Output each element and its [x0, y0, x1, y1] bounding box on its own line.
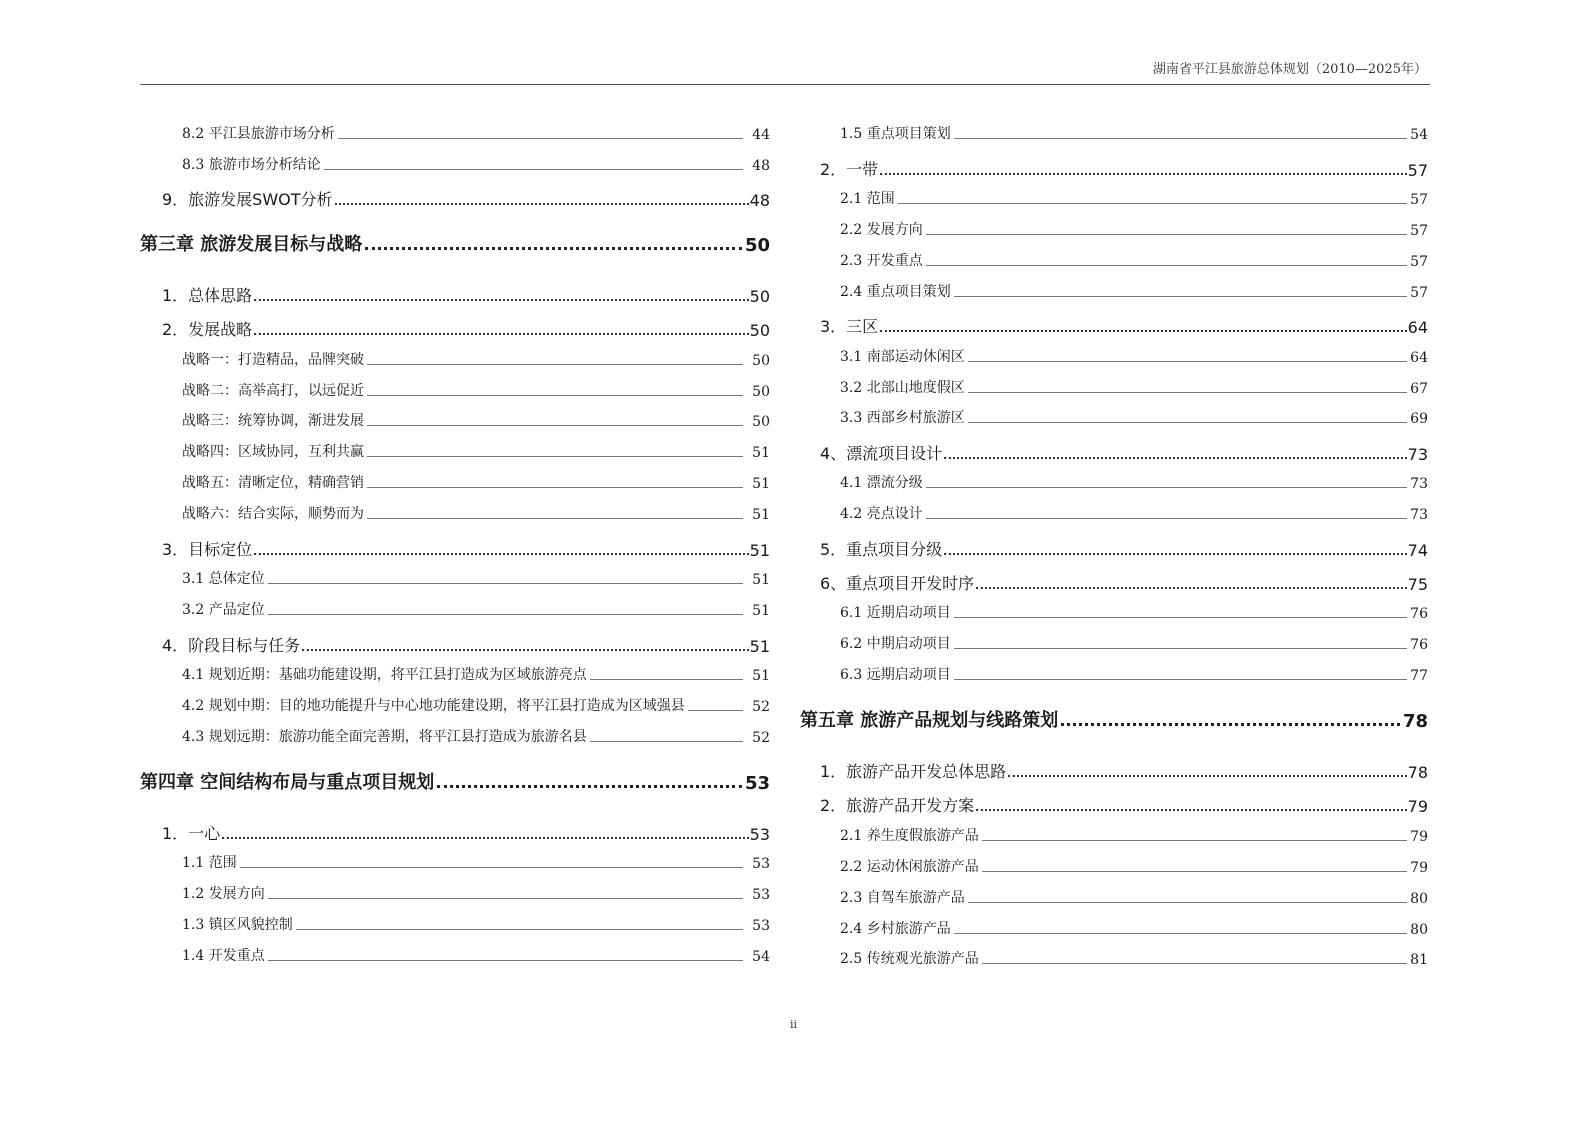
- toc-entry-page-number: 50: [749, 321, 770, 340]
- toc-entry-page-number: 76: [1410, 637, 1428, 653]
- toc-leader-line: [367, 487, 743, 488]
- toc-entry-page-number: 67: [1410, 381, 1428, 397]
- toc-entry-label: 3．三区: [820, 317, 879, 336]
- toc-entry-sub[interactable]: [182, 347, 770, 369]
- toc-entry-page-number: 51: [749, 637, 770, 656]
- toc-entry-section[interactable]: [820, 572, 1428, 594]
- toc-entry-page-number: 52: [752, 730, 770, 746]
- toc-entry-section[interactable]: [820, 158, 1428, 180]
- toc-entry-label: 1.2 发展方向: [182, 886, 265, 902]
- toc-entry-section[interactable]: [162, 634, 770, 656]
- toc-entry-page-number: 51: [752, 603, 770, 619]
- toc-leader-line: [926, 518, 1407, 519]
- toc-leader-line: [968, 902, 1407, 903]
- toc-entry-page-number: 54: [752, 949, 770, 965]
- toc-entry-sub[interactable]: [182, 501, 770, 523]
- toc-leader-line: [296, 929, 743, 930]
- toc-entry-page-number: 78: [1407, 763, 1428, 782]
- toc-entry-label: 2.3 开发重点: [840, 253, 923, 269]
- toc-entry-label: 1．旅游产品开发总体思路: [820, 762, 1007, 781]
- toc-entry-label: 1.3 镇区风貌控制: [182, 917, 293, 933]
- toc-entry-label: 1．总体思路: [162, 286, 253, 305]
- toc-entry-page-number: 53: [752, 887, 770, 903]
- toc-leader-line: [1008, 775, 1406, 777]
- toc-entry-label: 2.3 自驾车旅游产品: [840, 890, 965, 906]
- toc-entry-page-number: 53: [752, 856, 770, 872]
- toc-entry-label: 3.1 总体定位: [182, 571, 265, 587]
- toc-entry-section[interactable]: [820, 760, 1428, 782]
- toc-entry-page-number: 64: [1407, 318, 1428, 337]
- toc-entry-label: 2.1 养生度假旅游产品: [840, 828, 979, 844]
- toc-entry-page-number: 51: [752, 445, 770, 461]
- toc-entry-page-number: 50: [752, 414, 770, 430]
- toc-entry-sub[interactable]: [182, 439, 770, 461]
- toc-entry-sub[interactable]: [182, 597, 770, 619]
- toc-entry-sub[interactable]: [182, 378, 770, 400]
- toc-leader-line: [222, 837, 748, 839]
- toc-leader-line: [268, 960, 743, 961]
- toc-entry-sub[interactable]: [182, 724, 770, 746]
- toc-entry-page-number: 69: [1410, 411, 1428, 427]
- toc-entry-sub[interactable]: [840, 631, 1428, 653]
- toc-leader-line: [590, 679, 743, 680]
- toc-entry-label: 战略一：打造精品，品牌突破: [182, 352, 364, 368]
- toc-leader-line: [982, 963, 1407, 964]
- toc-leader-line: [367, 364, 743, 365]
- toc-entry-label: 4．阶段目标与任务: [162, 636, 301, 655]
- toc-entry-page-number: 80: [1410, 922, 1428, 938]
- toc-entry-label: 4.3 规划远期：旅游功能全面完善期，将平江县打造成为旅游名县: [182, 729, 587, 745]
- toc-entry-sub[interactable]: [182, 566, 770, 588]
- toc-entry-section[interactable]: [820, 442, 1428, 464]
- toc-leader-line: [944, 553, 1406, 555]
- toc-leader-line: [268, 614, 743, 615]
- toc-entry-page-number: 50: [744, 235, 770, 256]
- toc-leader-line: [968, 392, 1407, 393]
- toc-entry-label: 战略三：统筹协调，渐进发展: [182, 413, 364, 429]
- toc-entry-sub[interactable]: [840, 885, 1428, 907]
- toc-entry-sub[interactable]: [840, 854, 1428, 876]
- toc-leader-line: [268, 898, 743, 899]
- toc-entry-label: 8.3 旅游市场分析结论: [182, 157, 321, 173]
- toc-entry-sub[interactable]: [840, 121, 1428, 143]
- toc-entry-page-number: 48: [749, 191, 770, 210]
- toc-entry-label: 3.1 南部运动休闲区: [840, 349, 965, 365]
- toc-entry-page-number: 79: [1407, 797, 1428, 816]
- toc-entry-page-number: 73: [1410, 507, 1428, 523]
- toc-entry-label: 3.3 西部乡村旅游区: [840, 410, 965, 426]
- toc-entry-label: 2．旅游产品开发方案: [820, 796, 975, 815]
- toc-entry-label: 战略五：清晰定位，精确营销: [182, 475, 364, 491]
- toc-entry-label: 2.4 重点项目策划: [840, 284, 951, 300]
- toc-leader-line: [898, 203, 1407, 204]
- toc-entry-page-number: 77: [1410, 668, 1428, 684]
- toc-entry-label: 2.2 运动休闲旅游产品: [840, 859, 979, 875]
- toc-entry-sub[interactable]: [840, 823, 1428, 845]
- toc-entry-label: 4.2 规划中期：目的地功能提升与中心地功能建设期，将平江县打造成为区域强县: [182, 698, 685, 714]
- toc-entry-page-number: 57: [1410, 285, 1428, 301]
- toc-entry-sub[interactable]: [840, 344, 1428, 366]
- toc-entry-page-number: 51: [752, 572, 770, 588]
- toc-entry-page-number: 74: [1407, 541, 1428, 560]
- toc-leader-line: [367, 395, 743, 396]
- toc-entry-label: 1.4 开发重点: [182, 948, 265, 964]
- page-number: ii: [789, 1018, 798, 1031]
- toc-entry-page-number: 51: [752, 476, 770, 492]
- toc-entry-label: 第四章 空间结构布局与重点项目规划: [140, 772, 435, 793]
- toc-leader-line: [976, 587, 1406, 589]
- toc-entry-sub[interactable]: [840, 248, 1428, 270]
- toc-entry-label: 3．目标定位: [162, 540, 253, 559]
- toc-entry-sub[interactable]: [840, 217, 1428, 239]
- toc-leader-line: [240, 867, 743, 868]
- toc-entry-label: 6.3 远期启动项目: [840, 667, 951, 683]
- toc-entry-label: 2.4 乡村旅游产品: [840, 921, 951, 937]
- toc-entry-sub[interactable]: [182, 912, 770, 934]
- toc-entry-sub[interactable]: [840, 375, 1428, 397]
- toc-leader-line: [926, 487, 1407, 488]
- toc-entry-section[interactable]: [162, 188, 770, 210]
- toc-entry-label: 2．一带: [820, 160, 879, 179]
- toc-entry-label: 4、漂流项目设计: [820, 444, 943, 463]
- toc-entry-label: 1．一心: [162, 824, 221, 843]
- toc-entry-label: 2．发展战略: [162, 320, 253, 339]
- toc-entry-page-number: 52: [752, 699, 770, 715]
- toc-entry-label: 战略四：区域协同，互利共赢: [182, 444, 364, 460]
- toc-entry-page-number: 80: [1410, 891, 1428, 907]
- toc-leader-line: [954, 296, 1407, 297]
- toc-entry-label: 3.2 北部山地度假区: [840, 380, 965, 396]
- toc-leader-line: [365, 247, 742, 250]
- toc-right-column: [800, 0, 1428, 1122]
- toc-entry-page-number: 50: [752, 384, 770, 400]
- toc-leader-line: [338, 138, 743, 139]
- toc-entry-sub[interactable]: [182, 470, 770, 492]
- toc-entry-page-number: 75: [1407, 575, 1428, 594]
- toc-entry-sub[interactable]: [182, 881, 770, 903]
- toc-entry-page-number: 57: [1407, 161, 1428, 180]
- toc-leader-line: [335, 203, 749, 205]
- toc-entry-page-number: 51: [752, 507, 770, 523]
- toc-entry-page-number: 64: [1410, 350, 1428, 366]
- toc-left-column: [140, 0, 770, 1122]
- toc-leader-line: [968, 422, 1407, 423]
- toc-entry-page-number: 76: [1410, 606, 1428, 622]
- toc-entry-label: 4.2 亮点设计: [840, 506, 923, 522]
- toc-leader-line: [268, 583, 743, 584]
- toc-leader-line: [944, 457, 1406, 459]
- toc-entry-label: 第三章 旅游发展目标与战略: [140, 234, 363, 255]
- toc-entry-page-number: 57: [1410, 254, 1428, 270]
- toc-entry-label: 4.1 规划近期：基础功能建设期，将平江县打造成为区域旅游亮点: [182, 667, 587, 683]
- toc-entry-page-number: 73: [1407, 445, 1428, 464]
- toc-entry-label: 战略二：高举高打，以远促近: [182, 383, 364, 399]
- toc-leader-line: [976, 809, 1406, 811]
- toc-leader-line: [968, 361, 1407, 362]
- toc-leader-line: [926, 234, 1407, 235]
- toc-leader-line: [688, 710, 743, 711]
- toc-entry-chapter[interactable]: [140, 768, 770, 794]
- toc-entry-page-number: 79: [1410, 860, 1428, 876]
- toc-leader-line: [367, 518, 743, 519]
- toc-entry-sub[interactable]: [840, 405, 1428, 427]
- toc-entry-page-number: 51: [752, 668, 770, 684]
- toc-entry-sub[interactable]: [182, 662, 770, 684]
- toc-leader-line: [437, 785, 742, 788]
- toc-entry-label: 6.2 中期启动项目: [840, 636, 951, 652]
- toc-leader-line: [880, 330, 1406, 332]
- toc-entry-sub[interactable]: [182, 693, 770, 715]
- toc-entry-sub[interactable]: [840, 279, 1428, 301]
- toc-entry-section[interactable]: [820, 538, 1428, 560]
- toc-entry-sub[interactable]: [840, 662, 1428, 684]
- toc-entry-page-number: 51: [749, 541, 770, 560]
- toc-leader-line: [954, 138, 1407, 139]
- toc-entry-page-number: 50: [752, 353, 770, 369]
- toc-entry-page-number: 57: [1410, 192, 1428, 208]
- toc-entry-page-number: 57: [1410, 223, 1428, 239]
- toc-leader-line: [254, 553, 748, 555]
- toc-entry-page-number: 44: [752, 127, 770, 143]
- toc-entry-label: 第五章 旅游产品规划与线路策划: [800, 710, 1059, 731]
- toc-entry-label: 9．旅游发展SWOT分析: [162, 190, 333, 209]
- toc-entry-sub[interactable]: [182, 152, 770, 174]
- toc-entry-sub[interactable]: [182, 943, 770, 965]
- toc-entry-page-number: 54: [1410, 127, 1428, 143]
- toc-entry-page-number: 53: [744, 773, 770, 794]
- toc-entry-label: 1.5 重点项目策划: [840, 126, 951, 142]
- toc-entry-label: 2.1 范围: [840, 191, 895, 207]
- toc-entry-sub[interactable]: [840, 600, 1428, 622]
- toc-leader-line: [954, 679, 1407, 680]
- toc-leader-line: [982, 840, 1407, 841]
- toc-entry-section[interactable]: [162, 538, 770, 560]
- toc-entry-section[interactable]: [162, 318, 770, 340]
- toc-entry-chapter[interactable]: [140, 230, 770, 256]
- toc-entry-page-number: 48: [752, 158, 770, 174]
- toc-leader-line: [926, 265, 1407, 266]
- toc-entry-sub[interactable]: [840, 186, 1428, 208]
- toc-entry-page-number: 53: [752, 918, 770, 934]
- toc-leader-line: [954, 933, 1407, 934]
- toc-entry-sub[interactable]: [182, 850, 770, 872]
- toc-entry-sub[interactable]: [182, 408, 770, 430]
- toc-entry-page-number: 73: [1410, 476, 1428, 492]
- toc-entry-label: 3.2 产品定位: [182, 602, 265, 618]
- toc-entry-label: 战略六：结合实际，顺势而为: [182, 506, 364, 522]
- toc-entry-label: 1.1 范围: [182, 855, 237, 871]
- toc-entry-section[interactable]: [162, 284, 770, 306]
- toc-leader-line: [254, 299, 748, 301]
- toc-leader-line: [1061, 723, 1400, 726]
- toc-entry-section[interactable]: [820, 315, 1428, 337]
- toc-entry-label: 5．重点项目分级: [820, 540, 943, 559]
- toc-entry-page-number: 78: [1402, 711, 1428, 732]
- toc-leader-line: [880, 173, 1406, 175]
- toc-entry-label: 2.5 传统观光旅游产品: [840, 951, 979, 967]
- toc-leader-line: [367, 456, 743, 457]
- toc-leader-line: [254, 333, 748, 335]
- toc-entry-sub[interactable]: [840, 916, 1428, 938]
- toc-entry-sub[interactable]: [182, 121, 770, 143]
- toc-entry-label: 8.2 平江县旅游市场分析: [182, 126, 335, 142]
- toc-entry-sub[interactable]: [840, 470, 1428, 492]
- toc-entry-page-number: 50: [749, 287, 770, 306]
- toc-entry-section[interactable]: [162, 822, 770, 844]
- toc-leader-line: [954, 617, 1407, 618]
- toc-entry-page-number: 81: [1410, 952, 1428, 968]
- toc-leader-line: [302, 649, 748, 651]
- toc-leader-line: [590, 741, 743, 742]
- toc-entry-label: 6.1 近期启动项目: [840, 605, 951, 621]
- toc-leader-line: [982, 871, 1407, 872]
- toc-leader-line: [324, 169, 743, 170]
- toc-entry-section[interactable]: [820, 794, 1428, 816]
- toc-entry-chapter[interactable]: [800, 706, 1428, 732]
- toc-entry-label: 4.1 漂流分级: [840, 475, 923, 491]
- toc-entry-sub[interactable]: [840, 946, 1428, 968]
- toc-entry-page-number: 53: [749, 825, 770, 844]
- toc-entry-label: 2.2 发展方向: [840, 222, 923, 238]
- toc-entry-page-number: 79: [1410, 829, 1428, 845]
- toc-leader-line: [367, 425, 743, 426]
- toc-entry-sub[interactable]: [840, 501, 1428, 523]
- toc-entry-label: 6、重点项目开发时序: [820, 574, 975, 593]
- toc-leader-line: [954, 648, 1407, 649]
- document-header-title: 湖南省平江县旅游总体规划（2010—2025年）: [1152, 62, 1427, 77]
